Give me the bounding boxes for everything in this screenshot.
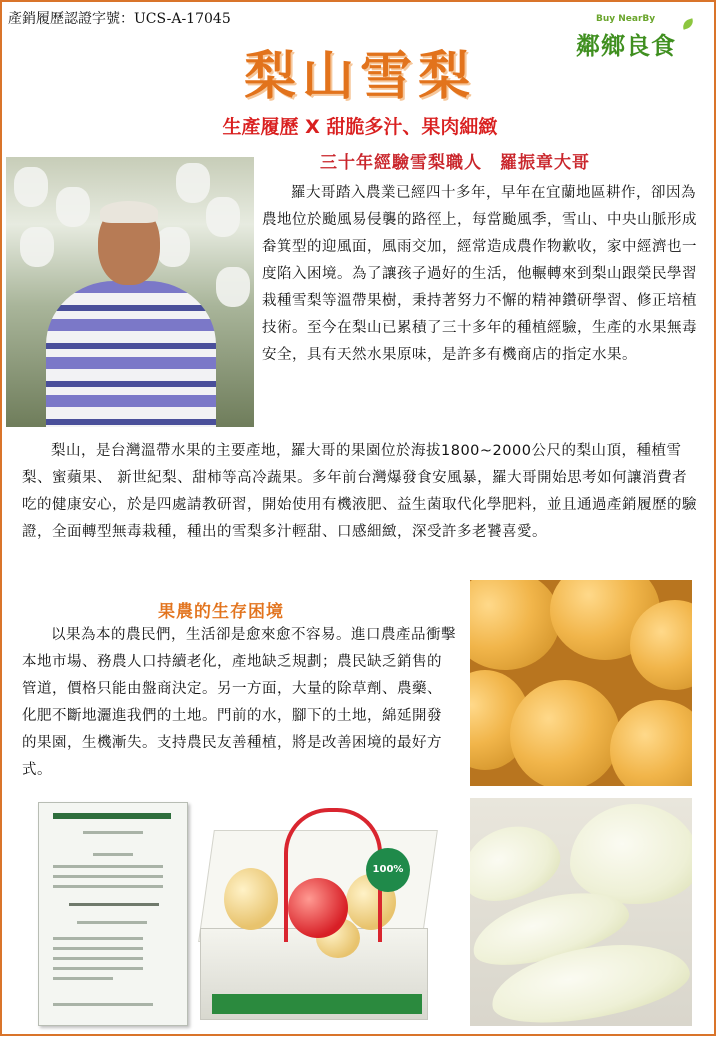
difficulty-paragraph: 以果為本的農民們，生活卻是愈來愈不容易。進口農產品衝擊本地市場、務農人口持續老化，產地缺乏規劃；農民缺乏銷售的管道，價格只能由盤商決定。另一方面，大量的除草劑、農藥、化肥不斷地灑進我們的土地。門前的水，腳下的土地，綿延開發的果園，生機漸失。支持農民友善種植，將是改善困境的最好方式。 xyxy=(22,627,456,778)
orchard-paragraph: 梨山，是台灣溫帶水果的主要產地，羅大哥的果園位於海拔1800~2000公尺的梨山頂，種植雪梨、蜜蘋果、 新世紀梨、甜柿等高冷蔬果。多年前台灣爆發食安風暴，羅大哥開始思考如何讓消費者吃的健康安心，於是四處請教研習，開始使用有機液肥、益生菌取代化學肥料，並且通過產銷履歷的驗證，全面轉型無毒栽種，種出的雪梨多汁輕甜、口感細緻，深受許多老饕喜愛。 xyxy=(22,443,697,540)
leaf-icon xyxy=(681,18,695,30)
section-title: 果農的生存困境 xyxy=(158,602,284,622)
logo-tagline: Buy NearBy xyxy=(596,14,656,24)
certificate-image xyxy=(38,802,188,1026)
gift-box-image: 100% xyxy=(196,808,434,1026)
page-title: 梨山雪梨 xyxy=(243,47,476,107)
logo-name: 鄰鄉良食 xyxy=(576,32,676,60)
certification-number: 產銷履歷認證字號：UCS-A-17045 xyxy=(8,11,231,27)
farmer-heading: 三十年經驗雪梨職人 羅振章大哥 xyxy=(320,153,590,173)
intro-paragraph: 羅大哥踏入農業已經四十多年，早年在宜蘭地區耕作，卻因為農地位於颱風易侵襲的路徑上，每當颱風季，雪山、中央山脈形成畚箕型的迎風面，風雨交加，經常造成農作物歉收，家中經濟也一度陷入困境。為了讓孩子過好的生活，他輾轉來到梨山跟榮民學習栽種雪梨等溫帶果樹，秉持著努力不懈的精神鑽研學習、修正培植技術。至今在梨山已累積了三十多年的種植經驗，生產的水果無毒安全，具有天然水果原味，是許多有機商店的指定水果。 xyxy=(262,185,697,363)
sliced-pear-photo xyxy=(470,798,692,1026)
farmer-photo xyxy=(6,157,254,427)
page-subtitle: 生產履歷 X 甜脆多汁、果肉細緻 xyxy=(222,116,498,138)
pears-photo xyxy=(470,580,692,786)
